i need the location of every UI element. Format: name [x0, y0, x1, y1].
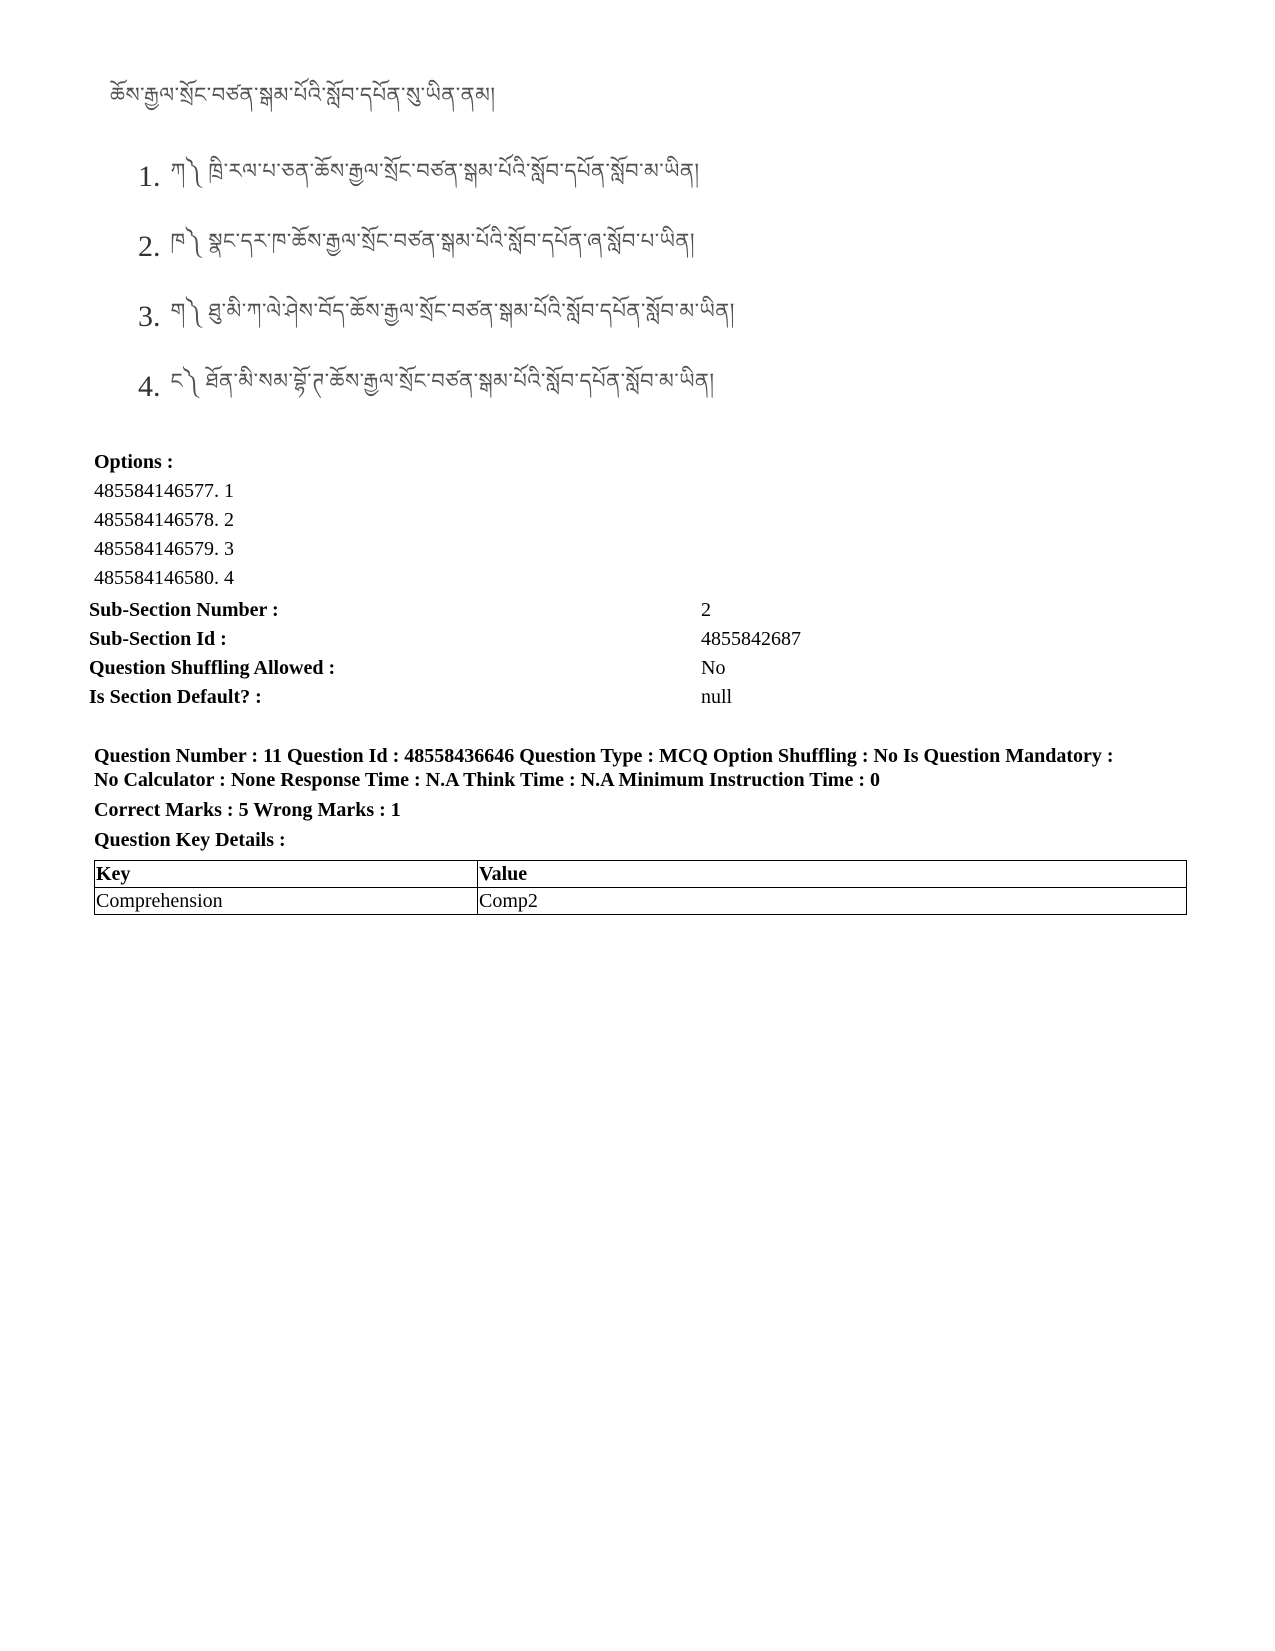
question-option-2 — [138, 230, 695, 264]
options-label: Options : — [94, 451, 174, 473]
question-stem — [110, 84, 496, 118]
table-header-row — [95, 861, 1187, 888]
question-meta-line-1: Question Number : 11 Question Id : 48558436646 Question Type : MCQ Option Shuffling : No Is Question Mandatory : — [94, 745, 1114, 767]
key-details-table — [94, 860, 1187, 915]
info-key: Sub-Section Id : — [89, 628, 227, 650]
info-row — [89, 596, 1189, 625]
info-key: Question Shuffling Allowed : — [89, 657, 336, 679]
question-meta-line-2: No Calculator : None Response Time : N.A Think Time : N.A Minimum Instruction Time : 0 — [94, 769, 880, 791]
subsection-info — [89, 596, 1189, 712]
option-text: ག༽ ཐུ་མི་ཀ་ལེ་ཤེས་བོད་ཆོས་རྒྱལ་སྲོང་བཙན་སྒམ་པོའི་སློབ་དཔོན་སློབ་མ་ཡིན། — [170, 298, 735, 323]
info-value: 2 — [701, 599, 711, 621]
question-key-details-label: Question Key Details : — [94, 829, 286, 851]
option-id-item: 485584146577. 1 — [94, 480, 234, 502]
question-image — [110, 78, 750, 428]
options-list — [94, 448, 234, 593]
table-header-key: Key — [95, 861, 478, 888]
table-cell-key: Comprehension — [95, 888, 478, 915]
info-key: Is Section Default? : — [89, 686, 262, 708]
option-id-item: 485584146580. 4 — [94, 567, 234, 589]
option-number: 4. — [138, 370, 161, 403]
table-cell-value: Comp2 — [478, 888, 1187, 915]
option-text: ཁ༽ སྣང་དར་ཁ་ཆོས་རྒྱལ་སྲོང་བཙན་སྒམ་པོའི་སློབ་དཔོན་ཞ་སློབ་པ་ཡིན། — [170, 228, 696, 253]
info-row — [89, 625, 1189, 654]
question-stem-text: ཆོས་རྒྱལ་སྲོང་བཙན་སྒམ་པོའི་སློབ་དཔོན་སུ་ཡིན་ནམ། — [110, 82, 496, 107]
info-value: No — [701, 657, 726, 679]
option-number: 1. — [138, 160, 161, 193]
info-key: Sub-Section Number : — [89, 599, 279, 621]
question-option-1 — [138, 160, 700, 194]
option-number: 2. — [138, 230, 161, 263]
option-id-item: 485584146578. 2 — [94, 509, 234, 531]
info-value: null — [701, 686, 733, 708]
table-row — [95, 888, 1187, 915]
table-header-value: Value — [478, 861, 1187, 888]
info-row — [89, 683, 1189, 712]
option-text: ང༽ ཐོན་མི་སམ་བྷོ་ཊ་ཆོས་རྒྱལ་སྲོང་བཙན་སྒམ་པོའི་སློབ་དཔོན་སློབ་མ་ཡིན། — [170, 368, 715, 393]
option-text: ཀ༽ ཁྲི་རལ་པ་ཅན་ཆོས་རྒྱལ་སྲོང་བཙན་སྒམ་པོའི་སློབ་དཔོན་སློབ་མ་ཡིན། — [170, 158, 700, 183]
question-option-3 — [138, 300, 735, 334]
info-row — [89, 654, 1189, 683]
info-value: 4855842687 — [701, 628, 801, 650]
option-number: 3. — [138, 300, 161, 333]
question-meta — [94, 744, 1204, 852]
option-id-item: 485584146579. 3 — [94, 538, 234, 560]
question-marks: Correct Marks : 5 Wrong Marks : 1 — [94, 799, 401, 821]
question-option-4 — [138, 370, 715, 404]
